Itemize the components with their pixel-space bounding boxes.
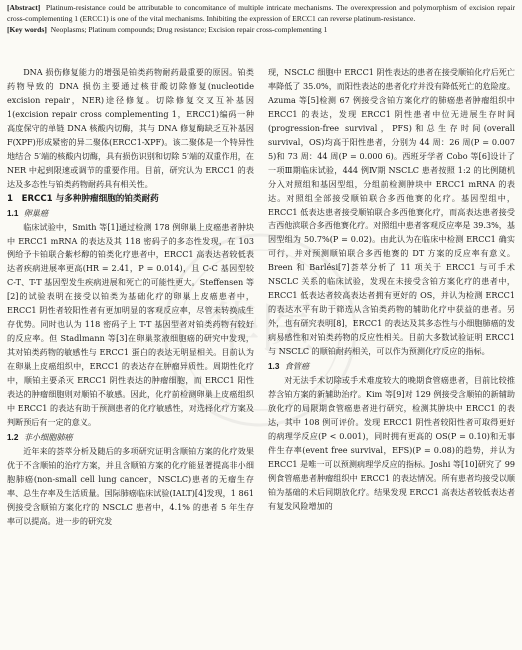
subsection-1-1-heading bbox=[7, 206, 254, 221]
section-1-heading: 1 ERCC1 与多种肿瘤细胞的铂类耐药 bbox=[7, 193, 159, 204]
subsection-number: 1.1 bbox=[7, 208, 19, 218]
subsection-title: 非小细胞肺癌 bbox=[23, 431, 73, 442]
keywords-text: Neoplasms; Platinum compounds; Drug resistance; Excision repair cross-complementing 1 bbox=[50, 25, 328, 34]
abstract-label: [Abstract] bbox=[7, 3, 41, 12]
keywords-paragraph bbox=[7, 24, 515, 35]
subsection-number: 1.3 bbox=[268, 362, 280, 372]
intro-paragraph: DNA 损伤修复能力的增强是铂类药物耐药最重要的原因。铂类药物导致的 DNA 损伤主要通过核苷酸切除修复(nucleotide excision repair，NER)途径修复。切除修复交叉互补基因 1(excision repair cross complementing 1，ERCC1)编码一种高度保守的单链 DNA 核酸内切酶，其与 DNA 修复酶缺乏互补基因 F(XPF)形成紧密的异二聚体(ERCC1-XPF)。该二聚体是一个特异性地结合 5′端的核酸内切酶，具有损伤识别和切除 5′端的双重作用，在 NER 中起到限速或调节的重要作用。目前，研究认为 ERCC1 的表达及多态性与铂类药物耐药具有相关性。 bbox=[7, 67, 254, 189]
ovarian-paragraph: 临床试验中，Smith 等[1]通过检测 178 例卵巢上皮癌患者肿块中 ERCC1 mRNA 的表达及其 118 密码子的多态性发现，在 103 例给予卡铂联合紫杉醇的铂类化疗患者中，ERCC1 高表达者较低表达者疾病进展率更高(HR = 2.41，P = 0.014)，且 C-C 基因型较 C-T、T-T 基因型发生疾病进展和死亡的可能性更大。Steffensen 等[2]的试验表明在接受以铂类为基础化疗的卵巢上皮癌患者中，ERCC1 阴性者较阳性者有更加明显的客观反应率，尽管未转换成生存优势。同时也认为 118 密码子上 T-T 基因型者对铂类药物有较好的反应率。但 Stadlmann 等[3]在卵巢浆液细胞癌的研究中发现，其对铂类药物的敏感性与 ERCC1 蛋白的表达无明显相关。目前认为在卵巢上皮癌组织中，ERCC1 的表达存在肿瘤异质性。周期性化疗中，顺铂主要杀灭 ERCC1 阴性表达的肿瘤细胞，而 ERCC1 阳性表达的肿瘤细胞则对顺铂不敏感。因此，化疗前检测卵巢上皮癌组织中 ERCC1 的表达有助于预测患者的化疗敏感性，对选择化疗方案及判断预后有一定的意义。 bbox=[7, 221, 254, 427]
keywords-label: [Key words] bbox=[7, 25, 47, 34]
esophageal-paragraph: 对无法手术切除或手术难度较大的晚期食管癌患者，目前比较推荐含铂方案的新辅助治疗。Kim 等[9]对 129 例接受含顺铂的新辅助放化疗的局限期食管癌患者进行研究，检测其肿块中 ERCC1 的表达，其中 108 例可评价。发现 ERCC1 阴性者较阳性者可取得更好的病理学反应(P < 0.001)，同时拥有更高的 OS(P = 0.10)和无事件生存率(event free survival，EFS)(P = 0.08)的趋势，并认为 ERCC1 是唯一可以预测病理学反应的指标。Joshi 等[10]研究了 99 例食管癌患者肿瘤组织中 ERCC1 的表达情况。所有患者均接受以顺铂为基础的术后同期放化疗。结果发现 ERCC1 高表达者较低表达者有复发风险增加的 bbox=[268, 375, 515, 511]
abstract-paragraph bbox=[7, 2, 515, 24]
abstract-text: Platinum-resistance could be attributable to concomitance of multiple intricate mechanisms. The overexpression and polymorphism of excision repair cross-complementing 1 (ERCC1) is one of the vital mechanisms. Inhibiting the expression of ERCC1 can reverse platinum-resistance. bbox=[7, 3, 515, 23]
nsclc-paragraph-start: 近年来的荟萃分析及随后的多项研究证明含顺铂方案的化疗效果优于不含顺铂的治疗方案，并且含顺铂方案的化疗能显著提高非小细胞肺癌(non-small cell lung cancer，NSCLC)患者的无瘤生存率、总生存率及生活质量。国际肺癌临床试验(IALT)[4]发现，1 861 例接受含顺铂方案化疗的 NSCLC 患者中，4.1% 的患者 5 年生存率可以提高。进一步的研究发 bbox=[7, 445, 254, 526]
subsection-1-3-heading bbox=[268, 359, 515, 374]
subsection-title: 卵巢癌 bbox=[23, 207, 49, 218]
nsclc-paragraph-continued: 现，NSCLC 细胞中 ERCC1 阴性表达的患者在接受顺铂化疗后死亡率降低了 35.0%，而阳性表达的患者化疗并没有降低死亡的危险度。Azuma 等[5]检测 67 例接受含铂方案化疗的肺癌患者肿瘤组织中 ERCC1 的表达，发现 ERCC1 阴性患者中位无进展生存时间(progression-free survival，PFS)和总生存时间(overall survival，OS)均高于阳性患者，分别为 44 周：26 周(P = 0.007 5)和 73 周：44 周(P = 0.000 6)。西班牙学者 Cobo 等[6]设计了一项Ⅲ期临床试验，444 例Ⅳ期 NSCLC 患者按照 1:2 的比例随机分入对照组和基因型组，分组前检测肿块中 ERCC1 mRNA 的表达。对照组全部接受顺铂联合多西他赛的化疗。基因型组中，ERCC1 低表达患者接受顺铂联合多西他赛化疗，而高表达患者接受吉西他滨联合多西他赛化疗。对照组中患者客观反应率是 39.3%，基因型组为 50.7%(P = 0.02)。由此认为在临床中检测 ERCC1 确实可行，并对预测顺铂联合多西他赛的 DT 方案的反应率有意义。Breen 和 Barlési[7]荟萃分析了 11 项关于 ERCC1 与可手术 NSCLC 关系的临床试验，发现在未接受含铂方案化疗的患者中，ERCC1 低表达者较高表达者拥有更好的 OS，并认为检测 ERCC1 的表达水平有助于筛选从含铂类药物的辅助化疗中获益的患者。另外，也有研究表明[8]，ERCC1 的表达及其多态性与小细胞肺癌的发病易感性和对铂类药物的反应性相关。目前大多数试验证明 ERCC1 与 NSCLC 的顺铂耐药相关，可以作为预测化疗反应的指标。 bbox=[268, 67, 515, 357]
body-columns bbox=[7, 66, 515, 646]
right-column bbox=[268, 66, 515, 646]
subsection-1-2-heading bbox=[7, 430, 254, 445]
abstract-section bbox=[7, 2, 515, 35]
svg-text:华医: 华医 bbox=[204, 297, 316, 362]
subsection-title: 食管癌 bbox=[284, 361, 310, 372]
left-column bbox=[7, 66, 254, 646]
subsection-number: 1.2 bbox=[7, 432, 19, 442]
